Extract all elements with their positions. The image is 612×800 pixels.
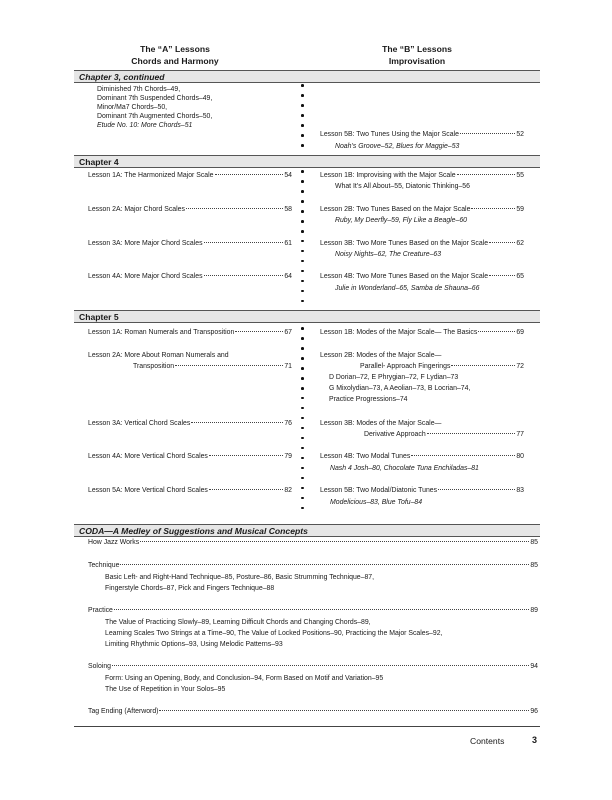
tag-ending-entry[interactable] (88, 707, 538, 716)
lesson-2b-ch5-line1: Lesson 2B: Modes of the Major Scale— (320, 352, 442, 359)
page-number: 83 (516, 487, 524, 494)
lesson-label: Lesson 2A: Major Chord Scales (88, 206, 185, 213)
lesson-label: Lesson 1B: Improvising with the Major Scale (320, 172, 456, 179)
list-item: Learning Scales Two Strings at a Time–90, The Value of Locked Positions–90, Practicing the Major Scales–92, (105, 630, 443, 637)
lesson-3b-entry[interactable] (320, 239, 524, 248)
column-separator-ch5 (301, 327, 303, 517)
column-separator-ch4 (301, 170, 303, 310)
lesson-label: Lesson 1A: Roman Numerals and Transposition (88, 329, 235, 336)
lesson-3b-ch5-line1: Lesson 3B: Modes of the Major Scale— (320, 420, 442, 427)
coda-heading-bar (74, 524, 540, 537)
list-item: Diminished 7th Chords–49, (97, 86, 181, 93)
soloing-subtopics (105, 674, 383, 694)
lesson-4b-subtitle: Julie in Wonderland–65, Samba de Shauna–66 (335, 285, 480, 292)
list-item: Form: Using an Opening, Body, and Conclusion–94, Form Based on Motif and Variation–95 (105, 675, 384, 682)
technique-subtopics (105, 573, 374, 593)
lesson-5b-ch5-entry[interactable] (320, 486, 524, 495)
lesson-2a-entry[interactable] (88, 205, 292, 214)
chapter-3-a-list (97, 85, 212, 130)
chapter-3-heading-bar (74, 70, 540, 83)
section-label: How Jazz Works (88, 539, 140, 546)
lesson-3a-entry[interactable] (88, 239, 292, 248)
chapter-4-heading-bar (74, 155, 540, 168)
lesson-1b-ch5-entry[interactable] (320, 328, 524, 337)
lesson-label: Lesson 3A: Vertical Chord Scales (88, 420, 191, 427)
section-label: Tag Ending (Afterword) (88, 708, 159, 715)
lesson-label: Lesson 2B: Two Tunes Based on the Major Scale (320, 206, 471, 213)
page-number: 54 (284, 172, 292, 179)
lesson-3b-ch5-entry[interactable] (364, 430, 524, 439)
lesson-2a-ch5-entry[interactable] (133, 362, 292, 371)
lesson-4a-entry[interactable] (88, 272, 292, 281)
page-number: 65 (516, 273, 524, 280)
page-number: 94 (530, 663, 538, 670)
lesson-label: Lesson 4A: More Vertical Chord Scales (88, 453, 208, 460)
lesson-4b-ch5-entry[interactable] (320, 452, 524, 461)
page-number: 72 (516, 363, 524, 370)
list-item: Practice Progressions–74 (329, 396, 408, 403)
column-b-subtitle: Improvisation (388, 56, 446, 66)
lesson-5b-ch5-subtitle: Modelicious–83, Blue Tofu–84 (330, 499, 423, 506)
lesson-label: Lesson 4B: Two More Tunes Based on the Major Scale (320, 273, 489, 280)
list-item: The Value of Practicing Slowly–89, Learning Difficult Chords and Changing Chords–89, (105, 619, 371, 626)
lesson-label: Lesson 3A: More Major Chord Scales (88, 240, 203, 247)
section-label: Practice (88, 607, 113, 614)
lesson-1b-entry[interactable] (320, 171, 524, 180)
lesson-5b-subtitle: Noah’s Groove–52, Blues for Maggie–53 (335, 143, 460, 150)
soloing-entry[interactable] (88, 662, 538, 671)
lesson-3b-subtitle: Noisy Nights–62, The Creature–63 (335, 251, 442, 258)
column-b-header (357, 43, 477, 67)
page-number: 64 (284, 273, 292, 280)
list-item: G Mixolydian–73, A Aeolian–73, B Locrian–74, (329, 385, 471, 392)
section-label: Soloing (88, 663, 111, 670)
page-number: 71 (284, 363, 292, 370)
lesson-label: Derivative Approach (364, 431, 426, 438)
page-number: 52 (516, 131, 524, 138)
chapter-3-heading: Chapter 3, continued (79, 72, 165, 82)
lesson-4a-ch5-entry[interactable] (88, 452, 292, 461)
page-number: 67 (284, 329, 292, 336)
page-number: 79 (284, 453, 292, 460)
chapter-5-heading-bar (74, 310, 540, 323)
page-number: 82 (284, 487, 292, 494)
practice-entry[interactable] (88, 606, 538, 615)
lesson-5b-entry[interactable] (320, 130, 524, 139)
list-item: The Use of Repetition in Your Solos–95 (105, 686, 226, 693)
list-item: D Dorian–72, E Phrygian–72, F Lydian–73 (329, 374, 459, 381)
list-item: Basic Left- and Right-Hand Technique–85, Posture–86, Basic Strumming Technique–87, (105, 574, 375, 581)
list-item: Dominant 7th Suspended Chords–49, (97, 95, 213, 102)
lesson-1a-entry[interactable] (88, 171, 292, 180)
page-number: 59 (516, 206, 524, 213)
page-number: 61 (284, 240, 292, 247)
page-number: 89 (530, 607, 538, 614)
lesson-label: Lesson 3B: Two More Tunes Based on the Major Scale (320, 240, 489, 247)
footer-rule (74, 726, 540, 727)
lesson-4b-entry[interactable] (320, 272, 524, 281)
list-item: Limiting Rhythmic Options–93, Using Melodic Patterns–93 (105, 641, 283, 648)
lesson-2b-subtitle: Ruby, My Deerfly–59, Fly Like a Beagle–60 (335, 217, 468, 224)
lesson-5a-ch5-entry[interactable] (88, 486, 292, 495)
page-number: 85 (530, 539, 538, 546)
lesson-label: Lesson 1A: The Harmonized Major Scale (88, 172, 214, 179)
column-a-header (115, 43, 235, 67)
lesson-2b-ch5-entry[interactable] (360, 362, 524, 371)
page-number: 76 (284, 420, 292, 427)
lesson-label: Lesson 5A: More Vertical Chord Scales (88, 487, 208, 494)
lesson-4b-ch5-subtitle: Nash 4 Josh–80, Chocolate Tuna Enchiladas–81 (330, 465, 479, 472)
lesson-label: Lesson 5B: Two Tunes Using the Major Scale (320, 131, 459, 138)
lesson-label: Lesson 5B: Two Modal/Diatonic Tunes (320, 487, 438, 494)
list-item: Minor/Ma7 Chords–50, (97, 104, 168, 111)
page-number: 77 (516, 431, 524, 438)
lesson-label: Parallel- Approach Fingerings (360, 363, 451, 370)
lesson-label: Lesson 4A: More Major Chord Scales (88, 273, 203, 280)
footer-label: Contents (470, 736, 505, 746)
page-number: 96 (530, 708, 538, 715)
lesson-label: Lesson 4B: Two Modal Tunes (320, 453, 411, 460)
column-a-title: The “A” Lessons (140, 44, 210, 54)
page-number: 58 (284, 206, 292, 213)
how-jazz-works-entry[interactable] (88, 538, 538, 547)
lesson-1b-subtitle: What It’s All About–55, Diatonic Thinking–56 (335, 183, 470, 190)
practice-subtopics (105, 618, 442, 649)
list-item: Dominant 7th Augmented Chords–50, (97, 113, 213, 120)
coda-heading: CODA—A Medley of Suggestions and Musical Concepts (79, 526, 308, 536)
column-b-title: The “B” Lessons (382, 44, 452, 54)
chapter-4-heading: Chapter 4 (79, 157, 119, 167)
footer-page-number: 3 (532, 735, 538, 745)
page-number: 80 (516, 453, 524, 460)
lesson-1a-ch5-entry[interactable] (88, 328, 292, 337)
lesson-2a-ch5-line1: Lesson 2A: More About Roman Numerals and (88, 352, 229, 359)
lesson-label: Transposition (133, 363, 175, 370)
lesson-label: Lesson 1B: Modes of the Major Scale— The Basics (320, 329, 478, 336)
lesson-2b-entry[interactable] (320, 205, 524, 214)
lesson-3a-ch5-entry[interactable] (88, 419, 292, 428)
column-a-subtitle: Chords and Harmony (131, 56, 219, 66)
list-item: Etude No. 10: More Chords–51 (97, 122, 193, 129)
page-number: 62 (516, 240, 524, 247)
list-item: Fingerstyle Chords–87, Pick and Fingers Technique–88 (105, 585, 275, 592)
page-number: 69 (516, 329, 524, 336)
page-number: 55 (516, 172, 524, 179)
column-separator-ch3 (301, 84, 303, 154)
technique-entry[interactable] (88, 561, 538, 570)
chapter-5-heading: Chapter 5 (79, 312, 119, 322)
section-label: Technique (88, 562, 120, 569)
lesson-2b-ch5-modes (329, 373, 470, 404)
page-number: 85 (530, 562, 538, 569)
